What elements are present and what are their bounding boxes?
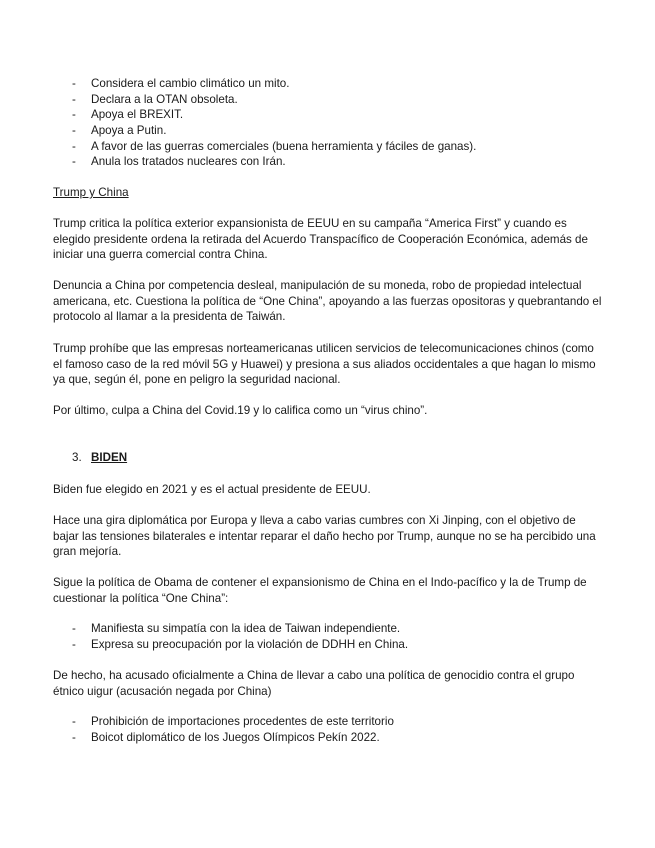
list-item-text: Expresa su preocupación por la violación de DDHH en China. — [91, 637, 409, 651]
bullet-dash: - — [72, 155, 76, 169]
trump-positions-list — [0, 76, 655, 170]
list-item — [0, 123, 655, 139]
list-item — [0, 92, 655, 108]
bullet-dash: - — [72, 108, 76, 122]
list-item-text: Manifiesta su simpatía con la idea de Taiwan independiente. — [91, 622, 401, 635]
list-item-text: Boicot diplomático de los Juegos Olímpicos Pekín 2022. — [91, 730, 380, 744]
paragraph-line: gran mejoría. — [53, 545, 122, 559]
bullet-dash: - — [72, 92, 76, 106]
paragraph-line: Hace una gira diplomática por Europa y lleva a cabo varias cumbres con Xi Jinping, con el objetivo de — [53, 514, 576, 527]
bullet-dash: - — [72, 730, 76, 744]
list-item — [0, 637, 655, 653]
paragraph-line: Denuncia a China por competencia desleal, manipulación de su moneda, robo de propiedad intelectual — [53, 279, 582, 292]
bullet-dash: - — [72, 139, 76, 153]
bullet-dash: - — [72, 622, 76, 635]
paragraph-line: De hecho, ha acusado oficialmente a China de llevar a cabo una política de genocidio contra el grupo — [53, 669, 575, 682]
section-number: 3. — [72, 451, 82, 464]
paragraph-line: Trump critica la política exterior expansionista de EEUU en su campaña “America First” y cuando es — [53, 217, 567, 230]
trump-china-paragraph-4 — [0, 403, 655, 419]
biden-paragraph-3 — [0, 575, 655, 606]
list-item-text: Apoya a Putin. — [91, 124, 167, 138]
section-title: BIDEN — [91, 451, 128, 464]
bullet-dash: - — [72, 637, 76, 651]
biden-paragraph-1 — [0, 482, 655, 498]
list-item-text: A favor de las guerras comerciales (buena herramienta y fáciles de ganas). — [91, 139, 477, 153]
list-item-text: Considera el cambio climático un mito. — [91, 77, 290, 90]
biden-section-heading — [0, 450, 655, 466]
paragraph-line: Por último, culpa a China del Covid.19 y lo califica como un “virus chino”. — [53, 404, 428, 417]
trump-china-heading-block — [0, 185, 655, 201]
paragraph-line: étnico uigur (acusación negada por China) — [53, 684, 272, 698]
list-item — [0, 76, 655, 92]
list-item — [0, 154, 655, 170]
paragraph-line: protocolo al llamar a la presidenta de Taiwán. — [53, 310, 286, 324]
paragraph-line: cuestionar la política “One China”: — [53, 591, 229, 605]
biden-paragraph-4 — [0, 668, 655, 699]
paragraph-line: americana, etc. Cuestiona la política de “One China”, apoyando a las fuerzas opositoras y quebrantando el — [53, 294, 602, 308]
paragraph-line: ya que, según él, pone en peligro la seguridad nacional. — [53, 373, 341, 387]
biden-uigur-list — [0, 714, 655, 745]
list-item — [0, 107, 655, 123]
list-item — [0, 730, 655, 746]
trump-china-heading-line — [0, 185, 655, 201]
list-item-text: Anula los tratados nucleares con Irán. — [91, 155, 286, 169]
bullet-dash: - — [72, 715, 76, 728]
list-item — [0, 714, 655, 730]
list-item — [0, 621, 655, 637]
paragraph-line: iniciar una guerra comercial contra China. — [53, 248, 268, 262]
paragraph-line: elegido presidente ordena la retirada del Acuerdo Transpacífico de Cooperación Económica, además de — [53, 232, 588, 246]
trump-china-paragraph-1 — [0, 216, 655, 263]
paragraph-line: Biden fue elegido en 2021 y es el actual presidente de EEUU. — [53, 483, 371, 496]
list-item-text: Apoya el BREXIT. — [91, 108, 184, 122]
paragraph-line: Trump prohíbe que las empresas norteamericanas utilicen servicios de telecomunicaciones chinos (como — [53, 342, 594, 355]
trump-china-paragraph-2 — [0, 278, 655, 325]
biden-paragraph-2 — [0, 513, 655, 560]
trump-china-heading: Trump y China — [53, 186, 129, 199]
list-item — [0, 139, 655, 155]
bullet-dash: - — [72, 124, 76, 138]
paragraph-line: bajar las tensiones bilaterales e intentar reparar el daño hecho por Trump, aunque no se ha percibido una — [53, 529, 596, 543]
bullet-dash: - — [72, 77, 76, 90]
paragraph-line: Sigue la política de Obama de contener el expansionismo de China en el Indo-pacífico y la de Trump de — [53, 576, 587, 589]
list-item-text: Prohibición de importaciones procedentes de este territorio — [91, 715, 394, 728]
biden-taiwan-list — [0, 621, 655, 652]
section-heading-line — [0, 450, 655, 466]
paragraph-line: el famoso caso de la red móvil 5G y Huawei) y presiona a sus aliados occidentales a que hagan lo mismo — [53, 357, 596, 371]
list-item-text: Declara a la OTAN obsoleta. — [91, 92, 238, 106]
trump-china-paragraph-3 — [0, 341, 655, 388]
